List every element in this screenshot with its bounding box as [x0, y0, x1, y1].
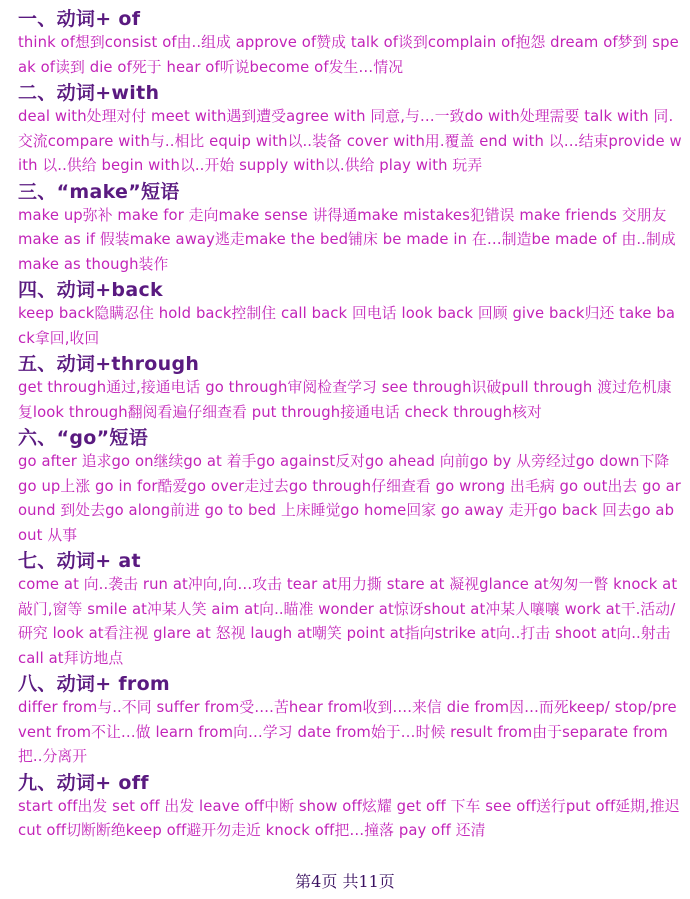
section-heading: 五、动词+through	[18, 353, 200, 375]
section-heading: 三、“make”短语	[18, 180, 180, 203]
section-body: differ from与..不同 suffer from受….苦hear from收到….来信 die from因…而死keep/ stop/prevent from不让…做 learn from向…学习 date from始于…时候 result from由于separate from把..分离开	[18, 699, 677, 765]
section-body: go after 追求go on继续go at 着手go against反对go ahead 向前go by 从旁经过go down下降 go up上涨 go in for酷爱go over走过去go through仔细查看 go wrong 出毛病 go out出去 go around 到处去go along前进 go to bed 上床睡觉go home回家 go away 走开go back 回去go about 从事	[18, 453, 681, 544]
section-heading: 一、动词+ of	[18, 8, 141, 30]
section-body: think of想到consist of由..组成 approve of赞成 talk of谈到complain of抱怨 dream of梦到 speak of读到 die of死于 hear of听说become of发生…情况	[18, 34, 679, 76]
section-heading: 九、动词+ off	[18, 771, 149, 794]
section-body: keep back隐瞒忍住 hold back控制住 call back 回电话 look back 回顾 give back归还 take back拿回,收回	[18, 305, 676, 347]
section-7	[18, 549, 682, 671]
section-4	[18, 278, 682, 351]
page-number: 第4页 共11页	[295, 872, 395, 891]
section-heading: 二、动词+with	[18, 82, 160, 104]
section-heading: 四、动词+back	[18, 279, 163, 301]
section-9	[18, 771, 682, 844]
section-2	[18, 81, 682, 179]
section-body: come at 向..袭击 run at冲向,向…攻击 tear at用力撕 stare at 凝视glance at匆匆一瞥 knock at敲门,窗等 smile at冲某人笑 aim at向..瞄准 wonder at惊讶shout at冲某人嚷嚷 work at干.活动/研究 look at看注视 glare at 怒视 laugh at嘲笑 point at指向strike at向..打击 shoot at向..射击 call at拜访地点	[18, 576, 678, 667]
section-6	[18, 426, 682, 548]
section-1	[18, 7, 682, 80]
section-body: make up弥补 make for 走向make sense 讲得通make mistakes犯错误 make friends 交朋友 make as if 假装make away逃走make the bed铺床 be made in 在…制造be made of 由..制成make as though装作	[18, 206, 676, 273]
section-heading: 六、“go”短语	[18, 427, 149, 449]
section-5	[18, 352, 682, 425]
section-3	[18, 180, 682, 278]
section-heading: 七、动词+ at	[18, 550, 141, 572]
section-body: deal with处理对付 meet with遇到遭受agree with 同意,与…一致do with处理需要 talk with 同.交流compare with与..相比 equip with以..装备 cover with用.覆盖 end with 以…结束provide with 以..供给 begin with以..开始 supply with以.供给 play with 玩弄	[18, 108, 682, 174]
section-body: start off出发 set off 出发 leave off中断 show off炫耀 get off 下车 see off送行put off延期,推迟 cut off切断断绝keep off避开勿走近 knock off把…撞落 pay off 还清	[18, 797, 680, 839]
section-body: get through通过,接通电话 go through审阅检查学习 see through识破pull through 渡过危机康复look through翻阅看遍仔细查看 put through接通电话 check through核对	[18, 379, 672, 421]
section-heading: 八、动词+ from	[18, 673, 171, 695]
section-8	[18, 672, 682, 770]
